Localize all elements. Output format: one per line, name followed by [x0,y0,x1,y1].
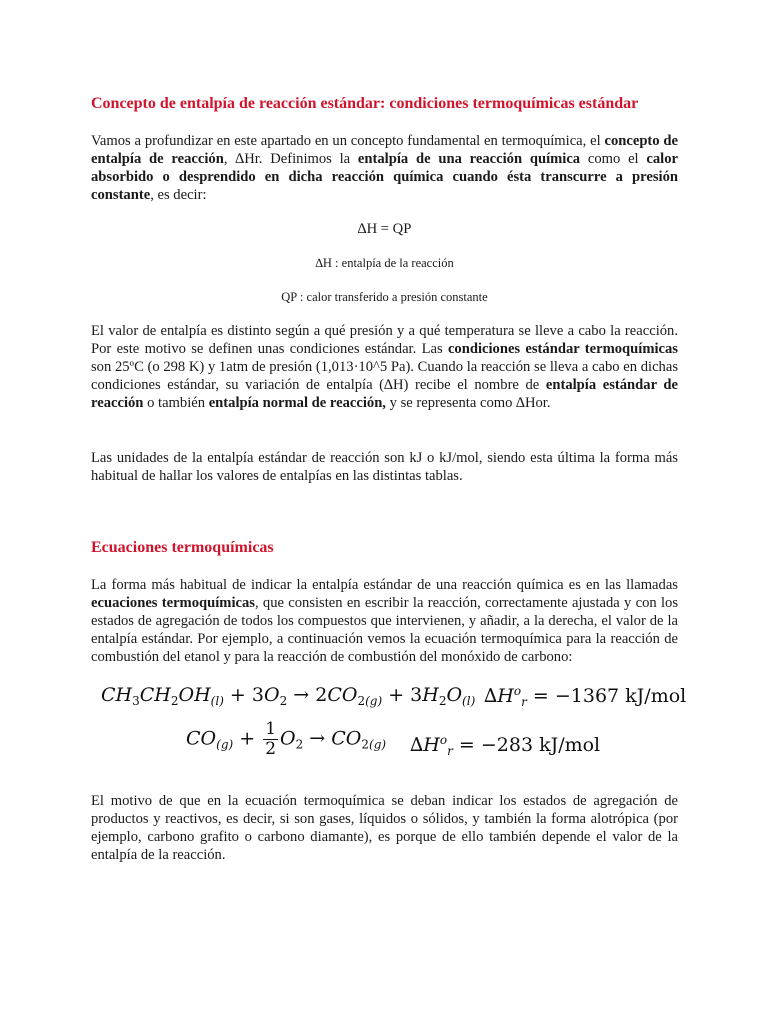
text-run: como el [580,151,647,167]
bold-run: ecuaciones termoquímicas [91,595,255,611]
section-title-ecuaciones: Ecuaciones termoquímicas [91,539,274,556]
text-run: Vamos a profundizar en este apartado en un concepto fundamental en termoquímica, el [91,133,605,149]
definition-qp: QP : calor transferido a presión constante [281,290,488,304]
equation-ethanol-enthalpy: $\Delta H^o_r = -1367$ kJ/mol [484,684,687,709]
section-title-entalpia: Concepto de entalpía de reacción estándar: condiciones termoquímicas estándar [91,95,639,112]
equation-co-combustion: $CO_{(g)}$ + $\frac{1}{2}$ $O_2 \to CO_{2(g)}$ [186,719,387,759]
bold-run: concepto de entalpía de reacción [91,133,678,167]
text-run: y se representa como ∆Hor. [385,395,551,411]
text-run: , ∆Hr. Definimos la [223,151,358,167]
bold-run: calor absorbido o desprendido en dicha reacción química cuando ésta transcurre a presión constante [91,151,679,203]
paragraph-thermo-equations [91,576,678,666]
equation-ethanol-combustion: $CH_3CH_2OH_{(l)} + 3O_2 \to 2CO_{2(g)} + 3H_2O_{(l)}$ [101,684,476,708]
text-run: , es decir: [150,187,207,203]
paragraph-units: Las unidades de la entalpía estándar de reacción son kJ o kJ/mol, siendo esta última la forma más habitual de hallar los valores de entalpías en las distintas tablas. [91,450,678,484]
text-run: El valor de entalpía es distinto según a qué presión y a qué temperatura se lleve a cabo la reacción. Por este motivo se definen unas condiciones estándar. Las [91,323,678,357]
paragraph-aggregation-states: El motivo de que en la ecuación termoquímica se deban indicar los estados de agregación de productos y reactivos, es decir, si son gases, líquidos o sólidos, y también la forma alotrópica (por ejemplo, carbono grafito o carbono diamante), es porque de ello también depende el valor de la entalpía de la reacción. [91,793,678,863]
bold-run: entalpía normal de reacción, [208,395,386,411]
definition-dh: ∆H : entalpía de la reacción [315,256,454,270]
text-run: La forma más habitual de indicar la entalpía estándar de una reacción química es en las llamadas [91,577,678,593]
formula-dh-qp: ∆H = QP [357,221,412,237]
paragraph-standard-conditions [91,322,678,412]
bold-run: entalpía de una reacción química [357,151,581,167]
text-run: son 25ºC (o 298 K) y 1atm de presión (1,013·10^5 Pa). Cuando la reacción se lleva a cabo en dichas condiciones estándar, su variación de entalpía (∆H) recibe el nombre de [91,359,678,393]
equation-co-enthalpy: $\Delta H^o_r = -283$ kJ/mol [410,733,601,758]
bold-run: entalpía estándar de reacción [91,377,678,411]
fraction-one-half: $\frac{1}{2}$ [265,719,277,759]
text-run: , que consisten en escribir la reacción, correctamente ajustada y con los estados de agregación de todos los compuestos que intervienen, y añadir, a la derecha, el valor de la entalpía estándar. Por ejemplo, a continuación vemos la ecuación termoquímica para la reacción de combustión del etanol y para la reacción de combustión del monóxido de carbono: [91,595,678,665]
bold-run: condiciones estándar termoquímicas [447,341,678,357]
paragraph-intro [91,132,678,204]
text-run: o también [143,395,209,411]
enthalpy-value: = −1367 kJ/mol [532,685,687,707]
enthalpy-value: = −283 kJ/mol [458,734,601,756]
